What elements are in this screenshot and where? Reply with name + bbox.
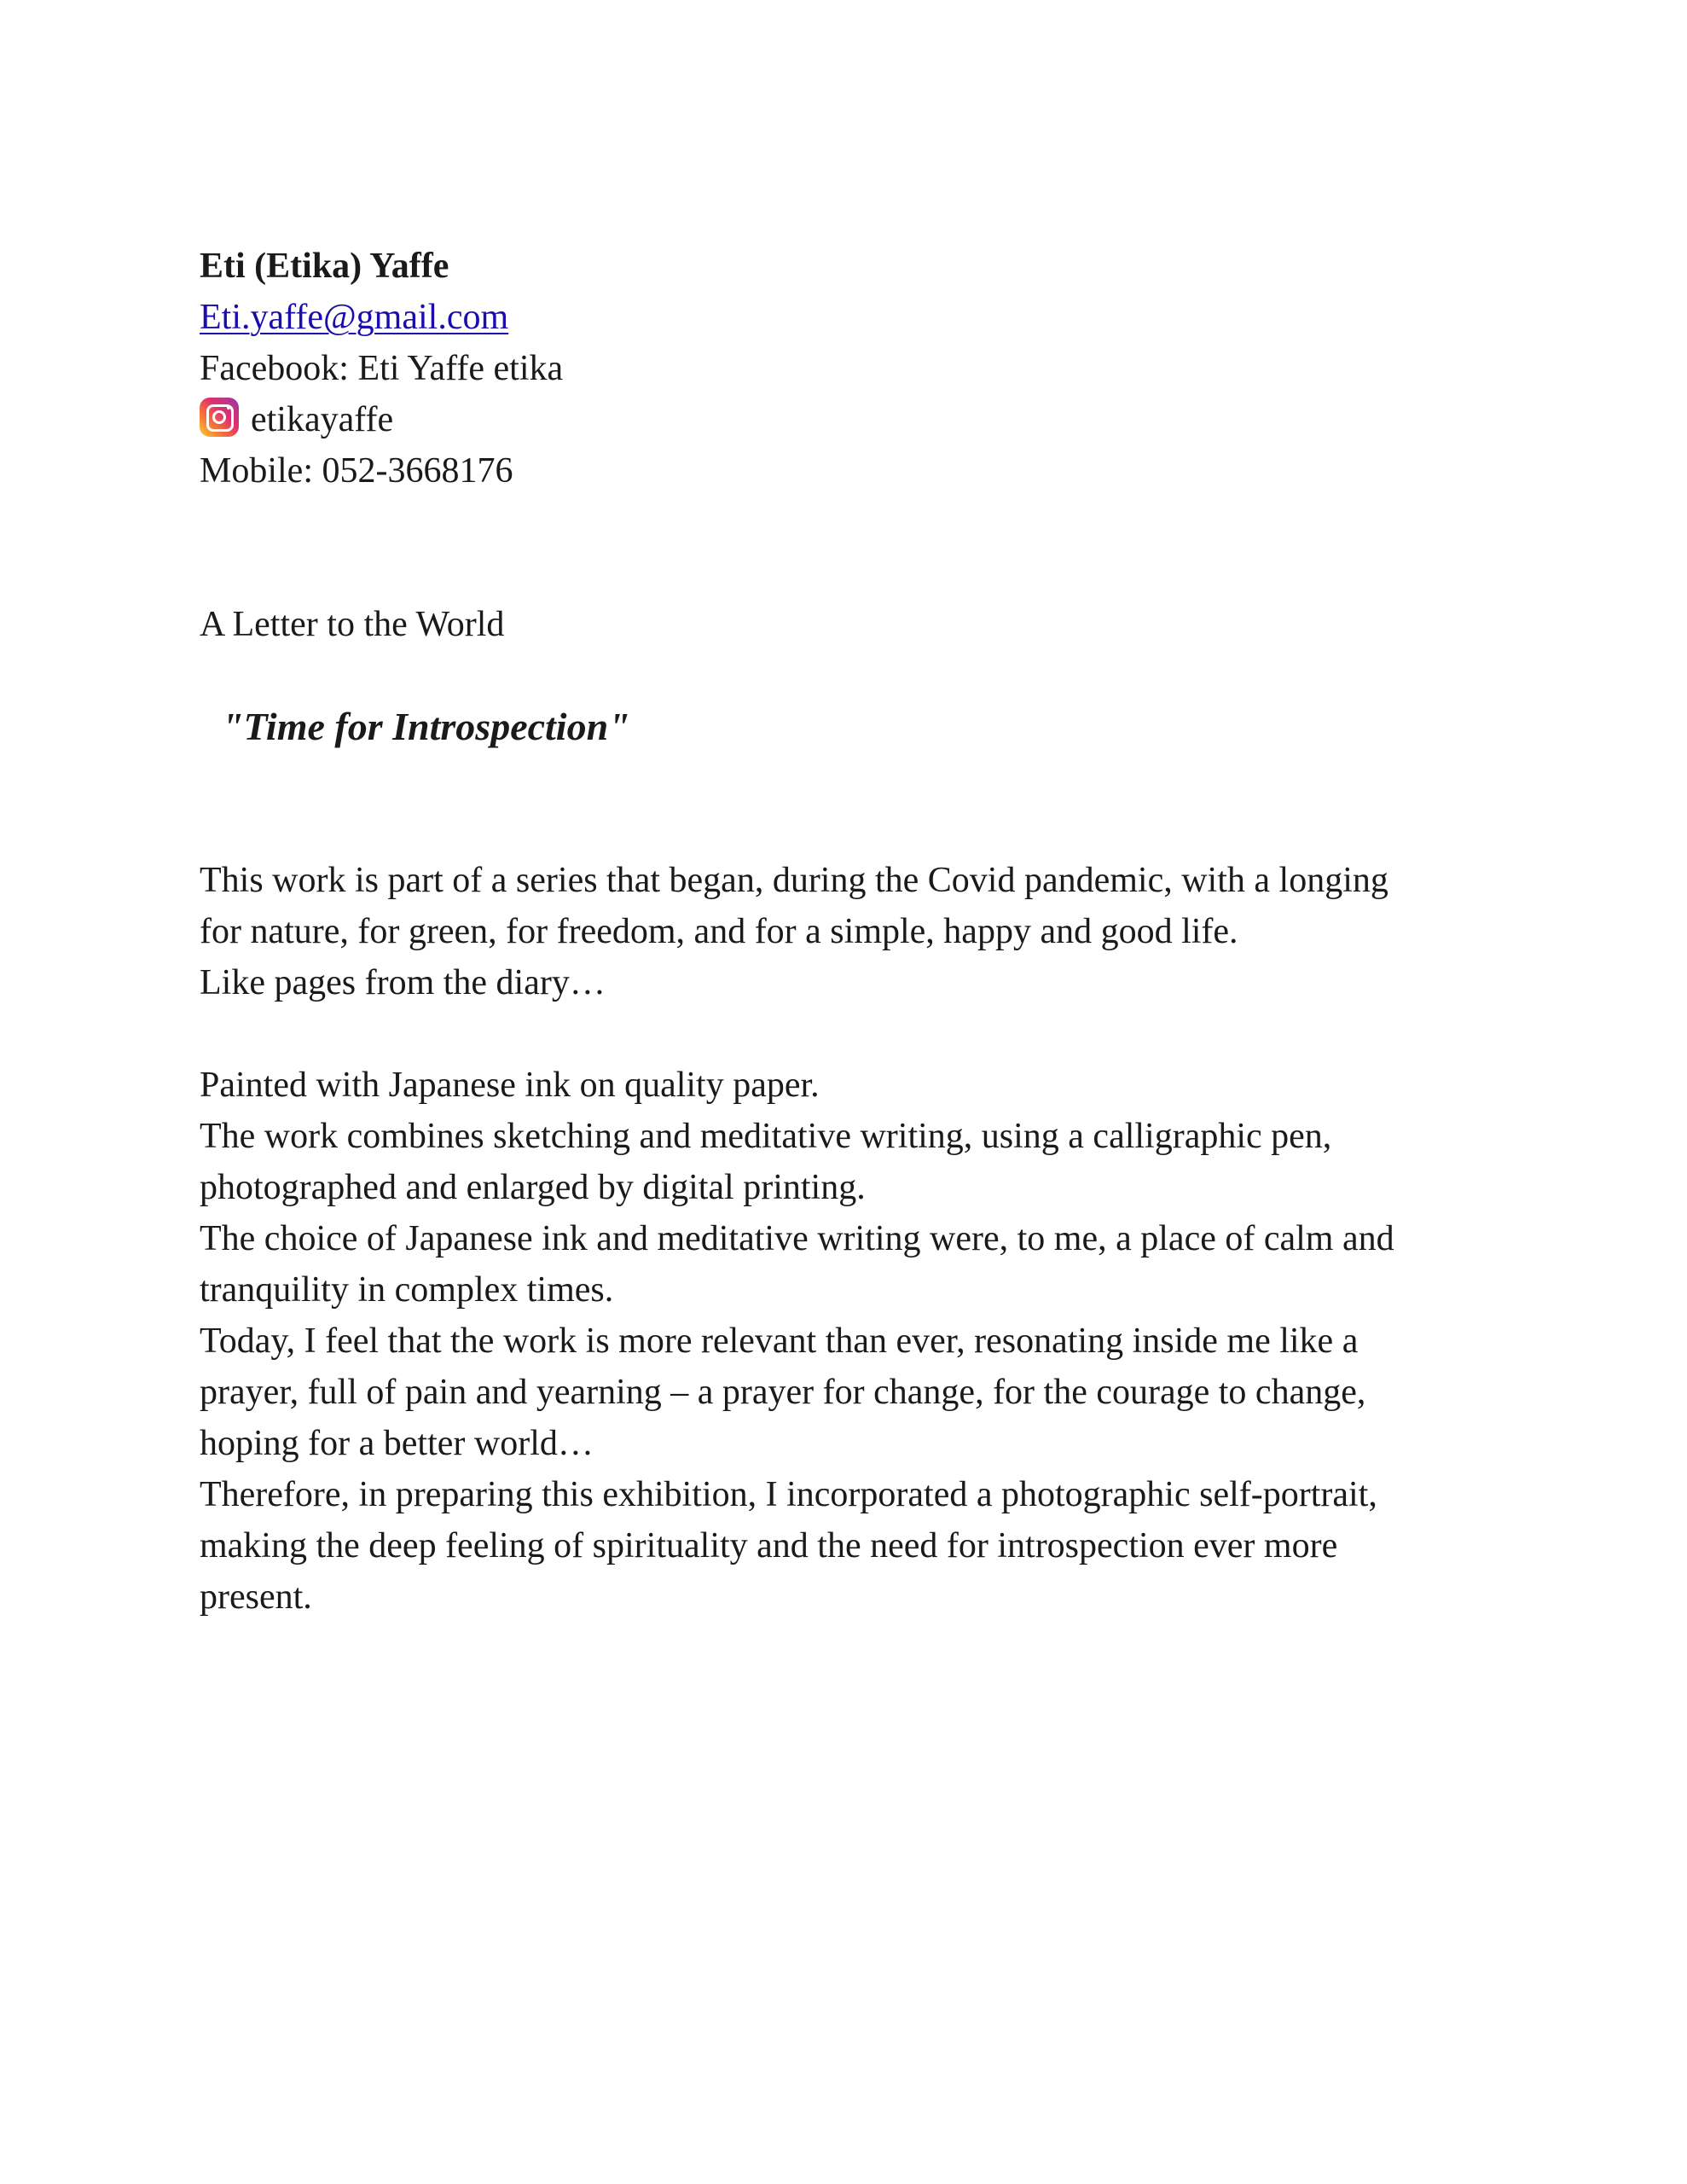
body-line: hoping for a better world… [200,1424,594,1463]
body-line: The work combines sketching and meditative writing, using a calligraphic pen, [200,1117,1332,1156]
instagram-handle: etikayaffe [251,400,394,439]
body-line: This work is part of a series that began, during the Covid pandemic, with a longing [200,861,1388,900]
body-line: The choice of Japanese ink and meditative writing were, to me, a place of calm and [200,1219,1394,1258]
mobile-line: Mobile: 052-3668176 [200,451,513,491]
paragraph-1 [200,855,1530,1008]
body-line: for nature, for green, for freedom, and for a simple, happy and good life. [200,912,1238,951]
body-line: photographed and enlarged by digital printing. [200,1168,866,1207]
body-line: Like pages from the diary… [200,963,606,1002]
email-link[interactable]: Eti.yaffe@gmail.com [200,298,509,337]
letter-content [200,241,1530,1623]
body-line: Today, I feel that the work is more relevant than ever, resonating inside me like a [200,1321,1359,1361]
author-name: Eti (Etika) Yaffe [200,247,449,286]
instagram-line [200,394,1530,445]
body-line: present. [200,1577,312,1617]
paragraph-2 [200,1060,1530,1623]
body-line: making the deep feeling of spirituality and the need for introspection ever more [200,1526,1338,1565]
body-line: tranquility in complex times. [200,1270,614,1310]
body-line: prayer, full of pain and yearning – a prayer for change, for the courage to change, [200,1373,1366,1412]
letter-heading: A Letter to the World [200,605,505,644]
body-line: Painted with Japanese ink on quality paper. [200,1066,820,1105]
instagram-icon [200,398,239,437]
body-line: Therefore, in preparing this exhibition, I incorporated a photographic self-portrait, [200,1475,1377,1514]
letter-title: "Time for Introspection" [222,705,630,748]
facebook-line: Facebook: Eti Yaffe etika [200,349,564,388]
